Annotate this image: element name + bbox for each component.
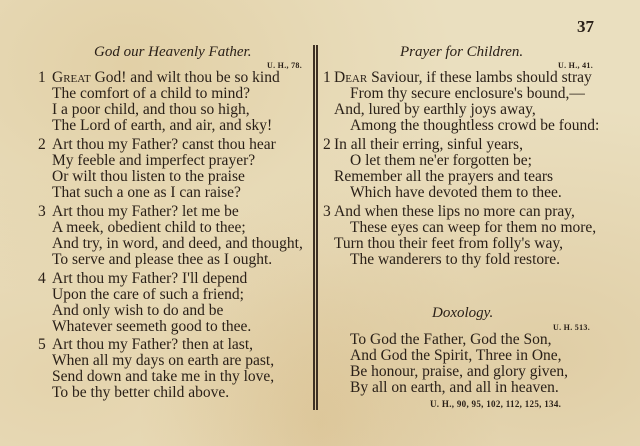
column-divider	[313, 45, 318, 410]
doxology-reference: U. H. 513.	[553, 323, 590, 332]
verse-line: The wanderers to thy fold restore.	[350, 251, 561, 268]
verse-line: To serve and please thee as I ought.	[52, 251, 273, 268]
verse-line: In all their erring, sinful years,	[334, 136, 523, 153]
verse-line: Whatever seemeth good to thee.	[52, 318, 252, 335]
verse-line: Art thou my Father? let me be	[52, 203, 239, 220]
verse-number: 2	[323, 136, 331, 153]
verse-line: Remember all the prayers and tears	[334, 168, 554, 185]
verse-line: To be thy better child above.	[52, 384, 230, 401]
first-word: Great	[52, 69, 91, 86]
doxology-line: To God the Father, God the Son,	[350, 331, 552, 348]
verse-line: A meek, obedient child to thee;	[52, 219, 246, 236]
verse-line: And when these lips no more can pray,	[334, 203, 575, 220]
page-number: 37	[577, 17, 594, 36]
verse-number: 3	[38, 203, 46, 220]
verse-line: Art thou my Father? I'll depend	[52, 270, 248, 287]
verse-line: Upon the care of such a friend;	[52, 286, 244, 303]
verse-line: Which have devoted them to thee.	[350, 184, 562, 201]
hymn-reference: U. H., 78.	[267, 61, 302, 70]
doxology-line: And God the Spirit, Three in One,	[350, 347, 562, 364]
verse-number: 3	[323, 203, 331, 220]
verse-line: And, lured by earthly joys away,	[334, 101, 536, 118]
verse-number: 1	[323, 69, 331, 86]
doxology-title: Doxology.	[432, 305, 494, 321]
verse-line: The Lord of earth, and air, and sky!	[52, 117, 273, 134]
hymn-reference: U. H., 41.	[558, 61, 593, 70]
verse-line: From thy secure enclosure's bound,—	[350, 85, 585, 102]
verse-line: Great God! and wilt thou be so kind	[52, 69, 280, 86]
verse-line: The comfort of a child to mind?	[52, 85, 250, 102]
verse-line: My feeble and imperfect prayer?	[52, 152, 256, 169]
verse-number: 2	[38, 136, 46, 153]
verse-number: 5	[38, 336, 46, 353]
first-word: Dear	[334, 69, 368, 86]
verse-line: O let them ne'er forgotten be;	[350, 152, 532, 169]
doxology-line: By all on earth, and all in heaven.	[350, 379, 559, 396]
verse-line: And try, in word, and deed, and thought,	[52, 235, 303, 252]
verse-line: These eyes can weep for them no more,	[350, 219, 597, 236]
doxology-line: Be honour, praise, and glory given,	[350, 363, 569, 380]
verse-line: Art thou my Father? canst thou hear	[52, 136, 276, 153]
verse-line: Or wilt thou listen to the praise	[52, 168, 245, 185]
verse-line: Send down and take me in thy love,	[52, 368, 275, 385]
verse-number: 1	[38, 69, 46, 86]
verse-line: And only wish to do and be	[52, 302, 224, 319]
verse-line: Art thou my Father? then at last,	[52, 336, 254, 353]
doxology-footer-reference: U. H., 90, 95, 102, 112, 125, 134.	[430, 399, 562, 409]
verse-line: I a poor child, and thou so high,	[52, 101, 250, 118]
verse-line: Turn thou their feet from folly's way,	[334, 235, 563, 252]
verse-line: Dear Saviour, if these lambs should stray	[334, 69, 592, 86]
hymn-title: God our Heavenly Father.	[94, 44, 252, 60]
hymn-title: Prayer for Children.	[400, 44, 524, 60]
verse-line: When all my days on earth are past,	[52, 352, 275, 369]
verse-number: 4	[38, 270, 46, 287]
verse-line: That such a one as I can raise?	[52, 184, 241, 201]
verse-line: Among the thoughtless crowd be found:	[350, 117, 600, 134]
